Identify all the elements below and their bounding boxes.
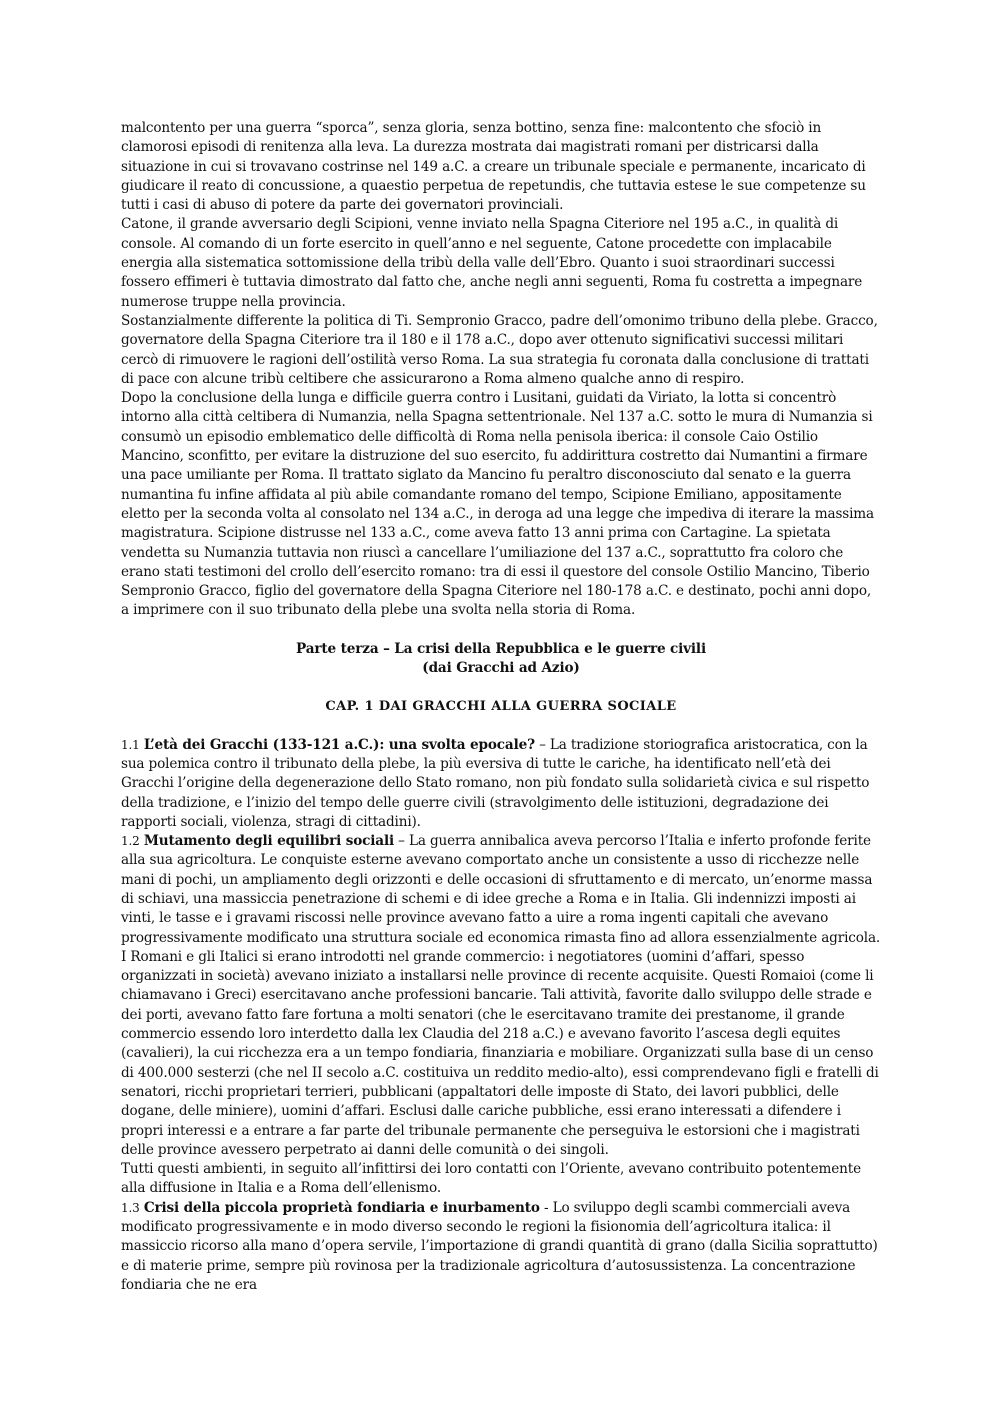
paragraph: Sostanzialmente differente la politica di Ti. Sempronio Gracco, padre dell’omonimo tribuno della plebe. Gracco, governatore della Spagna Citeriore tra il 180 e il 178 a.C., dopo aver ottenuto significativi successi militari cercò di rimuovere le ragioni dell’ostilità verso Roma. La sua strategia fu coronata dalla conclusione di trattati di pace con alcune tribù celtibere che assicurarono a Roma almeno qualche anno di respiro.: [121, 312, 878, 387]
section-number: 1.3: [121, 1200, 140, 1215]
section-text: – La tradizione storiografica aristocratica, con la sua polemica contro il tribunato della plebe, la più eversiva di tutte le cariche, ha identificato nell’età dei Gracchi l’origine della degenerazione dello Stato romano, non più fondato sulla solidarietà civica e sul rispetto della tradizione, e l’inizio del tempo delle guerre civili (stravolgimento delle istituzioni, degradazione dei rapporti sociali, violenza, stragi di cittadini).: [121, 736, 870, 830]
section-title: Mutamento degli equilibri sociali: [143, 833, 394, 850]
section-title: Crisi della piccola proprietà fondiaria e inurbamento: [143, 1199, 540, 1216]
part-heading-title: Parte terza – La crisi della Repubblica e le guerre civili: [296, 640, 706, 657]
section-text: - Lo sviluppo degli scambi commerciali aveva modificato progressivamente e in modo diverso secondo le regioni la fisionomia dell’agricoltura italica: il massiccio ricorso alla mano d’opera servile, l’importazione di grandi quantità di grano (dalla Sicilia soprattutto) e di materie prime, sempre più rovinosa per la tradizionale agricoltura d’autosussistenza. La concentrazione fondiaria che ne era: [121, 1199, 878, 1293]
paragraph: Dopo la conclusione della lunga e difficile guerra contro i Lusitani, guidati da Viriato, la lotta si concentrò intorno alla città celtibera di Numanzia, nella Spagna settentrionale. Nel 137 a.C. sotto le mura di Numanzia si consumò un episodio emblematico delle difficoltà di Roma nella penisola iberica: il console Caio Ostilio Mancino, sconfitto, per evitare la distruzione del suo esercito, fu addirittura costretto dai Numantini a firmare una pace umiliante per Roma. Il trattato siglato da Mancino fu peraltro disconosciuto dal senato e la guerra numantina fu infine affidata al più abile comandante romano del tempo, Scipione Emiliano, appositamente eletto per la seconda volta al consolato nel 134 a.C., in deroga ad una legge che impediva di iterare la massima magistratura. Scipione distrusse nel 133 a.C., come aveva fatto 13 anni prima con Cartagine. La spietata vendetta su Numanzia tuttavia non riuscì a cancellare l’umiliazione del 137 a.C., soprattutto fra coloro che erano stati testimoni del crollo dell’esercito romano: tra di essi il questore del console Ostilio Mancino, Tiberio Sempronio Gracco, figlio del governatore della Spagna Citeriore nel 180-178 a.C. e destinato, pochi anni dopo, a imprimere con il suo tribunato della plebe una svolta nella storia di Roma.: [121, 390, 874, 619]
chapter-heading: CAP. 1 DAI GRACCHI ALLA GUERRA SOCIALE: [325, 699, 677, 715]
document-body: [121, 119, 881, 1295]
paragraph: Tutti questi ambienti, in seguito all’infittirsi dei loro contatti con l’Oriente, avevano contribuito potentemente alla diffusione in Italia e a Roma dell’ellenismo.: [121, 1161, 861, 1197]
section-number: 1.1: [121, 737, 140, 752]
part-heading: [121, 640, 881, 679]
section-number: 1.2: [121, 834, 140, 849]
section-text: – La guerra annibalica aveva percorso l’Italia e inferto profonde ferite alla sua agricoltura. Le conquiste esterne avevano comportato anche un consistente a usso di ricchezze nelle mani di pochi, un ampliamento degli orizzonti e delle occasioni di sfruttamento e di mercato, un’enorme massa di schiavi, una massiccia penetrazione di schemi e di idee greche a Roma e in Italia. Gli indennizzi imposti ai vinti, le tasse e i gravami riscossi nelle province avevano fatto a uire a roma ingenti capitali che avevano progressivamente modificato una struttura sociale ed economica rimasta fino ad allora essenzialmente agricola. I Romani e gli Italici si erano introdotti nel grande commercio: i negotiatores (uomini d’affari, spesso organizzati in società) avevano iniziato a installarsi nelle province di recente acquisite. Questi Romaioi (come li chiamavano i Greci) esercitavano anche professioni bancarie. Tali attività, favorite dallo sviluppo delle strade e dei porti, avevano fatto fare fortuna a molti senatori (che le esercitavano tramite dei prestanome, il grande commercio essendo loro interdetto dalla lex Claudia del 218 a.C.) e avevano favorito l’ascesa degli equites (cavalieri), la cui ricchezza era a un tempo fondiaria, finanziaria e mobiliare. Organizzati sulla base di un censo di 400.000 sesterzi (che nel II secolo a.C. costituiva un reddito medio-alto), essi comprendevano figli e fratelli di senatori, ricchi proprietari terrieri, pubblicani (appaltatori delle imposte di Stato, dei lavori pubblici, delle dogane, delle miniere), uomini d’affari. Esclusi dalle cariche pubbliche, essi erano interessati a difendere i propri interessi e a entrare a far parte del tribunale permanente che perseguiva le estorsioni che i magistrati delle province avessero perpetrato ai danni delle comunità o dei singoli.: [121, 833, 881, 1158]
paragraph: malcontento per una guerra “sporca”, senza gloria, senza bottino, senza fine: malcontento che sfociò in clamorosi episodi di renitenza alla leva. La durezza mostrata dai magistrati romani per districarsi dalla situazione in cui si trovavano costrinse nel 149 a.C. a creare un tribunale speciale e permanente, incaricato di giudicare il reato di concussione, a quaestio perpetua de repetundis, che tuttavia estese le sue competenze su tutti i casi di abuso di potere da parte dei governatori provinciali.: [121, 120, 866, 214]
paragraph: Catone, il grande avversario degli Scipioni, venne inviato nella Spagna Citeriore nel 195 a.C., in qualità di console. Al comando di un forte esercito in quell’anno e nel seguente, Catone procedette con implacabile energia alla sistematica sottomissione della tribù della valle dell’Ebro. Quanto i suoi straordinari successi fossero effimeri è tuttavia dimostrato dal fatto che, anche negli anni seguenti, Roma fu costretta a impegnare numerose truppe nella provincia.: [121, 216, 863, 310]
section-paragraph: [121, 832, 881, 1160]
part-heading-subtitle: (dai Gracchi ad Azio): [422, 660, 580, 677]
section-title: L’età dei Gracchi (133-121 a.C.): una svolta epocale?: [143, 736, 535, 753]
section-paragraph: [121, 1199, 881, 1295]
section-paragraph: [121, 736, 881, 832]
